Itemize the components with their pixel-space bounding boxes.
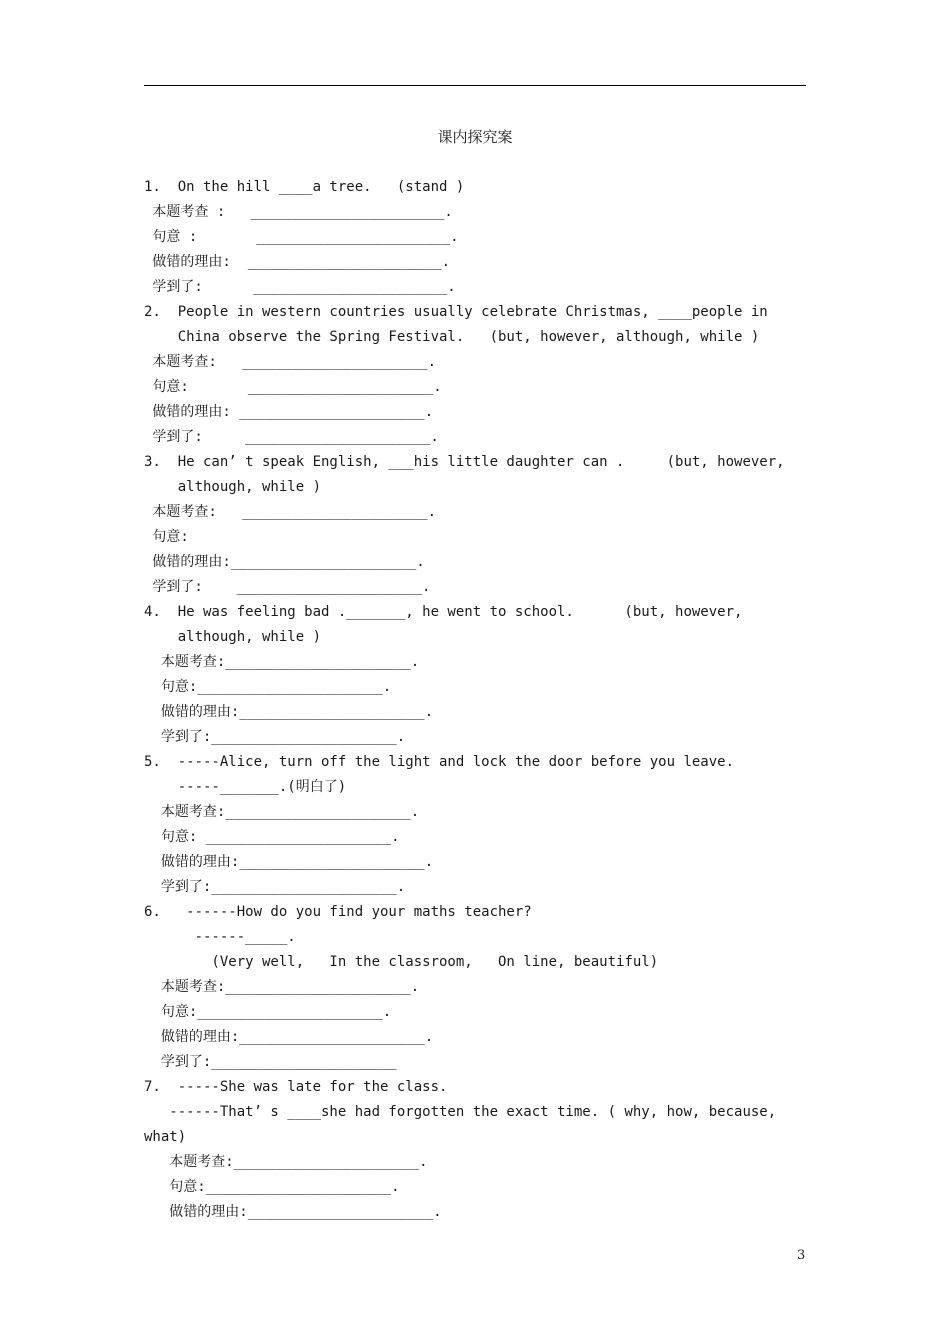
- q3-learned-line: 学到了: ______________________.: [144, 579, 431, 595]
- page-title: 课内探究案: [437, 128, 513, 146]
- q3-question: 3. He can’ t speak English, ___his little daughter can . (but, however,: [144, 454, 785, 470]
- q2-question: 2. People in western countries usually celebrate Christmas, ____people in: [144, 304, 768, 320]
- q4-meaning-line: 句意:______________________.: [144, 679, 392, 695]
- q3-focus-line: 本题考查: ______________________.: [144, 504, 437, 520]
- q3-meaning-line: 句意:: [144, 529, 189, 545]
- q5-reason-line: 做错的理由:______________________.: [144, 854, 434, 870]
- q3-question-cont: although, while ): [144, 479, 322, 495]
- q3-reason-line: 做错的理由:______________________.: [144, 554, 425, 570]
- q6-reason-line: 做错的理由:______________________.: [144, 1029, 434, 1045]
- q7-question-wrap: what): [144, 1129, 187, 1145]
- q4-reason-line: 做错的理由:______________________.: [144, 704, 434, 720]
- q7-question: 7. -----She was late for the class.: [144, 1079, 448, 1095]
- q4-focus-line: 本题考查:______________________.: [144, 654, 420, 670]
- q1-reason-line: 做错的理由: _______________________.: [144, 254, 451, 270]
- q1-question: 1. On the hill ____a tree. (stand ): [144, 179, 465, 195]
- q7-meaning-line: 句意:______________________.: [144, 1179, 400, 1195]
- q6-question: 6. ------How do you find your maths teacher?: [144, 904, 532, 920]
- q7-focus-line: 本题考查:______________________.: [144, 1154, 428, 1170]
- q1-meaning-line: 句意 : _______________________.: [144, 229, 459, 245]
- q5-question: 5. -----Alice, turn off the light and lock the door before you leave.: [144, 754, 735, 770]
- page-number: 3: [797, 1248, 806, 1263]
- q5-meaning-line: 句意: ______________________.: [144, 829, 400, 845]
- q6-focus-line: 本题考查:______________________.: [144, 979, 420, 995]
- q4-learned-line: 学到了:______________________.: [144, 729, 406, 745]
- q7-question-cont: ------That’ s ____she had forgotten the exact time. ( why, how, because,: [144, 1104, 777, 1120]
- q7-reason-line: 做错的理由:______________________.: [144, 1204, 442, 1220]
- q2-learned-line: 学到了: ______________________.: [144, 429, 439, 445]
- q2-focus-line: 本题考查: ______________________.: [144, 354, 437, 370]
- q2-reason-line: 做错的理由: ______________________.: [144, 404, 434, 420]
- q5-question-cont: -----_______.(明白了): [144, 779, 347, 795]
- q1-learned-line: 学到了: _______________________.: [144, 279, 456, 295]
- q5-learned-line: 学到了:______________________.: [144, 879, 406, 895]
- q1-focus-line: 本题考查 : _______________________.: [144, 204, 453, 220]
- q6-learned-line: 学到了:______________________: [144, 1054, 397, 1070]
- q6-answer-blank: ------_____.: [144, 929, 296, 945]
- q5-focus-line: 本题考查:______________________.: [144, 804, 420, 820]
- header-rule: [144, 85, 806, 86]
- q6-options: (Very well, In the classroom, On line, beautiful): [144, 954, 659, 970]
- q4-question-cont: although, while ): [144, 629, 322, 645]
- q2-meaning-line: 句意: ______________________.: [144, 379, 442, 395]
- q6-meaning-line: 句意:______________________.: [144, 1004, 392, 1020]
- q4-question: 4. He was feeling bad ._______, he went to school. (but, however,: [144, 604, 743, 620]
- q2-question-cont: China observe the Spring Festival. (but, however, although, while ): [144, 329, 760, 345]
